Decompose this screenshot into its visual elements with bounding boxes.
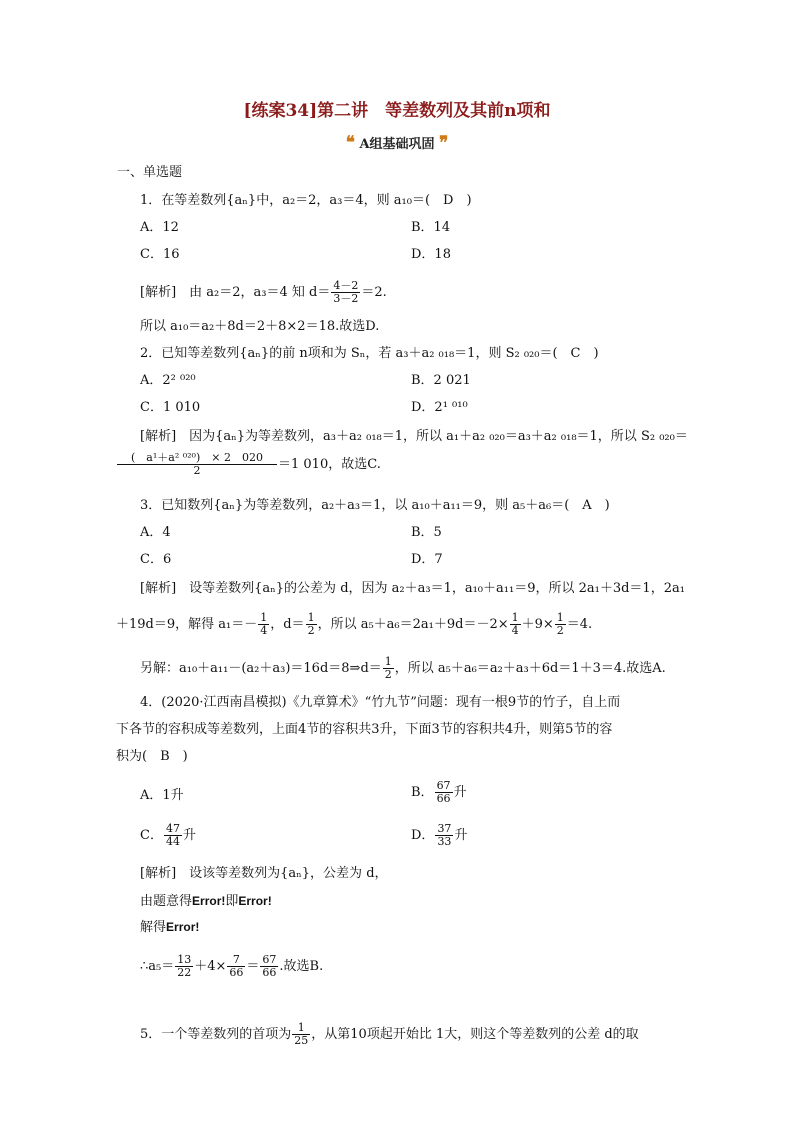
fraction-numerator: 13 <box>177 953 192 966</box>
q3-solution-line1: [解析] 设等差数列{aₙ}的公差为 d，因为 a₂＋a₃＝1，a₁₀＋a₁₁＝9，所以 2a₁＋3d＝1，2a₁ <box>140 581 685 596</box>
q3-fraction <box>555 612 566 637</box>
q4-option-d <box>411 823 467 848</box>
q3-stem: 3．已知数列{aₙ}为等差数列，a₂＋a₃＝1，以 a₁₀＋a₁₁＝9，则 a₅＋a₆＝( A ) <box>140 498 610 513</box>
fraction-denominator: 4 <box>511 624 519 637</box>
q3-fraction <box>510 612 521 637</box>
q3-solution-text: ，d＝ <box>270 617 305 632</box>
fraction-denominator: 66 <box>229 966 244 979</box>
q4-solution-text: ＝ <box>246 959 260 974</box>
fraction-numerator: 4－2 <box>333 279 359 292</box>
fraction-denominator: 25 <box>294 1034 309 1047</box>
q4-option-b <box>411 780 467 805</box>
q4-solution-line2 <box>140 892 272 911</box>
q4-solution-text: ＋4× <box>194 959 227 974</box>
q4-solution-line3 <box>140 918 199 937</box>
fraction-denominator: 2 <box>307 624 315 637</box>
error-placeholder: Error! <box>166 920 200 934</box>
option-unit: 升 <box>454 828 468 843</box>
fraction-numerator: ( a¹＋a² ⁰²⁰) × 2 020 <box>117 452 277 465</box>
q4-stem-line1: 4．(2020·江西南昌模拟)《九章算术》“竹九节”问题：现有一根9节的竹子，自上而 <box>140 695 621 710</box>
q5-stem-text: 5．一个等差数列的首项为 <box>140 1027 292 1042</box>
q3-alt-solution <box>140 656 666 681</box>
q4-option-c <box>140 823 196 848</box>
q2-solution-line1: [解析] 因为{aₙ}为等差数列，a₃＋a₂ ₀₁₈＝1，所以 a₁＋a₂ ₀₂₀＝a₃＋a₂ ₀₁₈＝1，所以 S₂ ₀₂₀＝ <box>140 429 688 444</box>
fraction-denominator: 2 <box>384 668 392 681</box>
group-label: A组基础巩固 <box>359 137 435 152</box>
fraction-numerator: 1 <box>511 611 519 624</box>
q3-solution-text: ＋19d＝9，解得 a₁＝－ <box>116 617 258 632</box>
q1-solution-text: [解析] 由 a₂＝2，a₃＝4 知 d＝ <box>140 285 331 300</box>
q3-solution-text: ，所以 a₅＋a₆＝2a₁＋9d＝－2× <box>317 617 509 632</box>
fraction-numerator: 47 <box>165 822 180 835</box>
option-unit: 升 <box>453 785 467 800</box>
q1-fraction <box>331 280 360 305</box>
fraction-numerator: 1 <box>260 611 268 624</box>
option-unit: 升 <box>182 828 196 843</box>
q4-stem-line2: 下各节的容积成等差数列，上面4节的容积共3升，下面3节的容积共4升，则第5节的容 <box>116 722 613 737</box>
fraction-denominator: 66 <box>436 792 451 805</box>
q1-option-d: D．18 <box>411 247 451 262</box>
q2-option-b: B．2 021 <box>411 373 471 388</box>
fraction-denominator: 44 <box>165 835 180 848</box>
q4-fraction <box>435 780 453 805</box>
q4-fraction <box>175 954 193 979</box>
q3-solution-line2 <box>116 612 592 637</box>
q4-fraction <box>260 954 278 979</box>
close-quote-icon: ❞ <box>439 133 449 153</box>
page-title: [练案34]第二讲 等差数列及其前n项和 <box>243 101 551 121</box>
q1-solution-line1 <box>140 280 387 305</box>
q4-fraction <box>227 954 245 979</box>
fraction-numerator: 1 <box>307 611 315 624</box>
fraction-numerator: 1 <box>556 611 564 624</box>
q4-solution-text: 解得 <box>140 920 167 935</box>
q3-alt-text: 另解：a₁₀＋a₁₁－(a₂＋a₃)＝16d＝8⇒d＝ <box>140 661 382 676</box>
fraction-denominator: 22 <box>177 966 192 979</box>
q5-fraction <box>292 1022 310 1047</box>
q4-fraction <box>435 823 453 848</box>
q1-option-a: A．12 <box>140 220 179 235</box>
q3-alt-text: ，所以 a₅＋a₆＝a₂＋a₃＋6d＝1＋3＝4.故选A. <box>394 661 666 676</box>
fraction-denominator: 2 <box>556 624 564 637</box>
option-label: C． <box>140 828 163 843</box>
q3-solution-text: ＝4. <box>566 617 593 632</box>
fraction-numerator: 1 <box>384 655 392 668</box>
q4-solution-line4 <box>140 954 323 979</box>
fraction-denominator: 2 <box>193 464 201 477</box>
open-quote-icon: ❝ <box>345 133 355 153</box>
q3-fraction <box>306 612 317 637</box>
fraction-denominator: 4 <box>260 624 268 637</box>
option-label: D． <box>411 828 435 843</box>
q1-solution-text: ＝2. <box>361 285 387 300</box>
q4-fraction <box>164 823 182 848</box>
fraction-numerator: 67 <box>262 953 277 966</box>
q2-option-a: A．2² ⁰²⁰ <box>140 373 196 388</box>
q3-fraction <box>258 612 269 637</box>
q4-option-a: A．1升 <box>140 788 184 803</box>
error-placeholder: Error! <box>238 894 272 908</box>
fraction-denominator: 33 <box>437 835 452 848</box>
q1-stem: 1．在等差数列{aₙ}中，a₂＝2，a₃＝4，则 a₁₀＝( D ) <box>140 193 472 208</box>
q3-option-a: A．4 <box>140 525 171 540</box>
q1-solution-line2: 所以 a₁₀＝a₂＋8d＝2＋8×2＝18.故选D. <box>140 319 380 334</box>
q1-option-b: B．14 <box>411 220 451 235</box>
fraction-numerator: 7 <box>227 954 245 967</box>
fraction-denominator: 66 <box>262 966 277 979</box>
q3-option-c: C．6 <box>140 552 172 567</box>
group-heading <box>0 133 794 153</box>
q1-option-c: C．16 <box>140 247 180 262</box>
option-label: B． <box>411 785 434 800</box>
q3-fraction <box>383 656 394 681</box>
q4-solution-text: ∴a₅＝ <box>140 959 175 974</box>
fraction-numerator: 1 <box>292 1022 310 1035</box>
fraction-numerator: 67 <box>436 779 451 792</box>
q5-stem <box>140 1022 639 1047</box>
q4-solution-line1: [解析] 设该等差数列为{aₙ}，公差为 d， <box>140 866 388 881</box>
q5-stem-text: ，从第10项起开始比 1大，则这个等差数列的公差 d的取 <box>311 1027 639 1042</box>
fraction-numerator: 37 <box>437 822 452 835</box>
fraction-denominator: 3－2 <box>333 292 359 305</box>
q3-option-d: D．7 <box>411 552 443 567</box>
q2-option-c: C．1 010 <box>140 400 201 415</box>
q2-solution-text: ＝1 010，故选C. <box>278 457 381 472</box>
q2-fraction <box>117 452 277 477</box>
q2-solution-line2 <box>116 452 381 477</box>
error-placeholder: Error! <box>192 894 226 908</box>
q4-solution-text: 即 <box>225 894 239 909</box>
q2-option-d: D．2¹ ⁰¹⁰ <box>411 400 468 415</box>
q2-stem: 2．已知等差数列{aₙ}的前 n项和为 Sₙ，若 a₃＋a₂ ₀₁₈＝1，则 S₂ ₀₂₀＝( C ) <box>140 346 599 361</box>
q3-option-b: B．5 <box>411 525 442 540</box>
section-heading: 一、单选题 <box>117 165 183 180</box>
q4-stem-line3: 积为( B ) <box>116 749 188 764</box>
q3-solution-text: ＋9× <box>521 617 554 632</box>
q4-solution-text: 由题意得 <box>140 894 193 909</box>
q4-solution-text: .故选B. <box>279 959 324 974</box>
